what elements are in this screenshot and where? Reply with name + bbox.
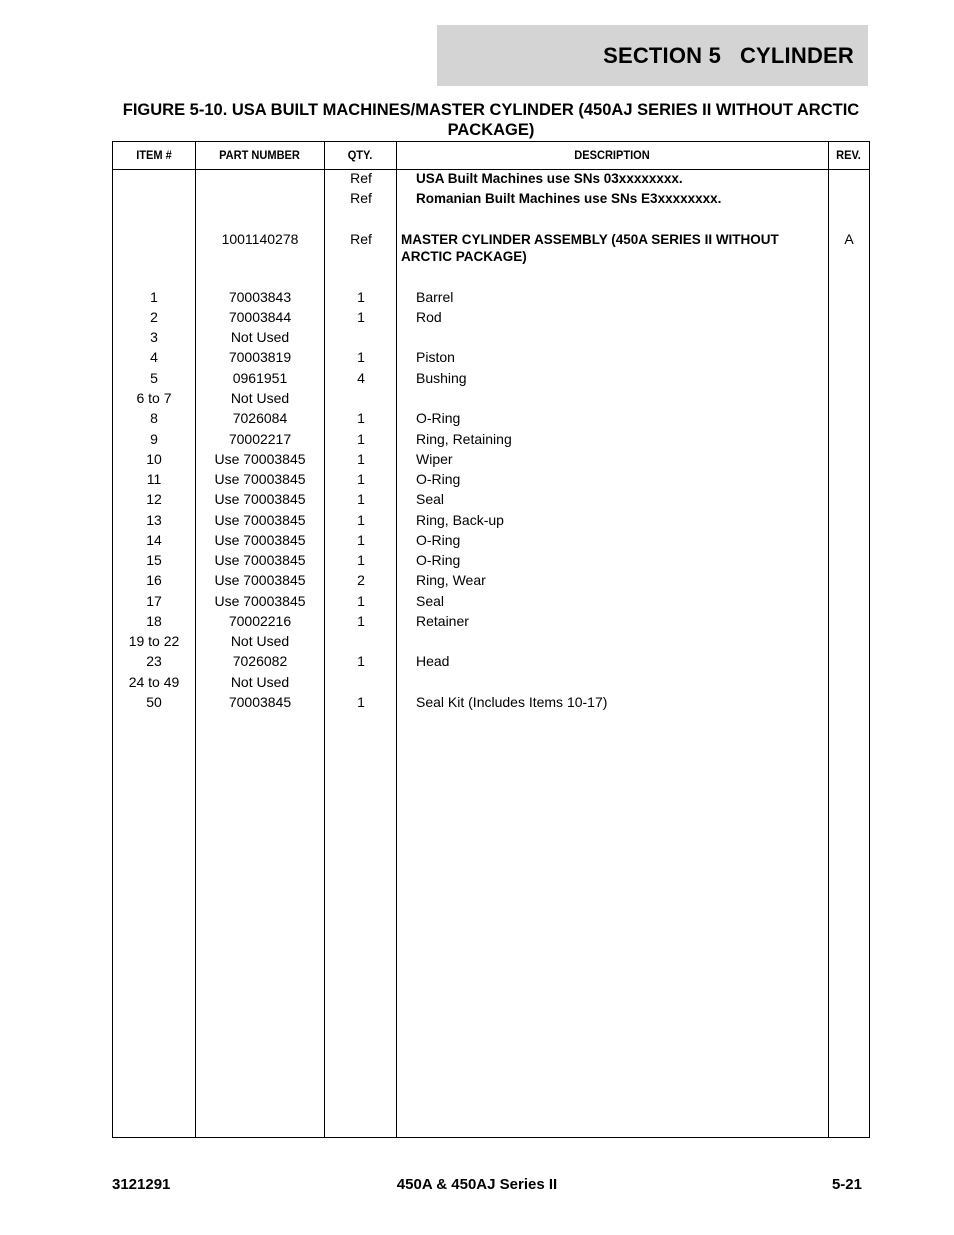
part-number-cell: Use 70003845: [214, 491, 306, 507]
part-number-cell: 1001140278: [221, 231, 299, 247]
description-cell: O-Ring: [416, 532, 461, 548]
qty-cell: 1: [357, 694, 365, 710]
parts-table: [112, 141, 870, 1138]
description-cell: Retainer: [416, 613, 469, 629]
part-number-cell: Not Used: [230, 674, 290, 690]
qty-cell: Ref: [350, 190, 372, 206]
description-cell: Ring, Retaining: [416, 431, 512, 447]
part-number-cell: Use 70003845: [214, 593, 306, 609]
description-cell: Seal: [416, 491, 445, 507]
item-cell: 10: [146, 451, 162, 467]
part-number-cell: Use 70003845: [214, 512, 306, 528]
part-number-cell: 70003843: [228, 289, 292, 305]
item-cell: 5: [150, 370, 158, 386]
part-number-cell: 70002217: [228, 431, 292, 447]
qty-cell: 1: [357, 410, 365, 426]
item-cell: 19 to 22: [128, 633, 180, 649]
item-cell: 15: [146, 552, 162, 568]
qty-cell: 1: [357, 309, 365, 325]
part-number-cell: 7026084: [232, 410, 288, 426]
qty-cell: 1: [357, 653, 365, 669]
description-cell: MASTER CYLINDER ASSEMBLY (450A SERIES II WITHOUT ARCTIC PACKAGE): [401, 232, 779, 264]
part-number-cell: 7026082: [232, 653, 288, 669]
rev-cell: A: [844, 231, 854, 247]
part-number-cell: 70003819: [228, 349, 292, 365]
description-cell: Barrel: [416, 289, 454, 305]
qty-cell: 1: [357, 512, 365, 528]
qty-cell: 1: [357, 451, 365, 467]
item-cell: 8: [150, 410, 158, 426]
item-cell: 6 to 7: [136, 390, 172, 406]
column-header-item: ITEM #: [136, 148, 172, 162]
part-number-cell: Use 70003845: [214, 552, 306, 568]
item-cell: 13: [146, 512, 162, 528]
description-cell: Bushing: [416, 370, 467, 386]
description-cell: Ring, Wear: [416, 572, 486, 588]
item-cell: 2: [150, 309, 158, 325]
description-cell: Wiper: [416, 451, 453, 467]
description-cell: O-Ring: [416, 471, 461, 487]
column-header-part-number: PART NUMBER: [219, 148, 300, 162]
item-cell: 24 to 49: [128, 674, 180, 690]
item-cell: 17: [146, 593, 162, 609]
qty-cell: 1: [357, 532, 365, 548]
footer-doc-number: 3121291: [112, 1176, 171, 1193]
description-cell: Piston: [416, 349, 455, 365]
part-number-cell: Use 70003845: [214, 572, 306, 588]
description-cell: O-Ring: [416, 552, 461, 568]
part-number-cell: Use 70003845: [214, 532, 306, 548]
description-cell: Romanian Built Machines use SNs E3xxxxxxxx.: [416, 191, 722, 206]
part-number-cell: 70003845: [228, 694, 292, 710]
qty-cell: 1: [357, 552, 365, 568]
item-cell: 50: [146, 694, 162, 710]
item-cell: 14: [146, 532, 162, 548]
item-cell: 12: [146, 491, 162, 507]
part-number-cell: 0961951: [232, 370, 288, 386]
part-number-cell: Use 70003845: [214, 451, 306, 467]
description-cell: USA Built Machines use SNs 03xxxxxxxx.: [416, 171, 683, 186]
figure-title: FIGURE 5-10. USA BUILT MACHINES/MASTER CYLINDER (450AJ SERIES II WITHOUT ARCTIC PACKAGE): [122, 101, 860, 139]
qty-cell: 1: [357, 349, 365, 365]
qty-cell: 1: [357, 491, 365, 507]
item-cell: 4: [150, 349, 158, 365]
item-cell: 1: [150, 289, 158, 305]
qty-cell: 2: [357, 572, 365, 588]
description-cell: O-Ring: [416, 410, 461, 426]
qty-cell: 4: [357, 370, 365, 386]
part-number-cell: 70002216: [228, 613, 292, 629]
description-cell: Head: [416, 653, 450, 669]
part-number-cell: Use 70003845: [214, 471, 306, 487]
qty-cell: Ref: [350, 231, 372, 247]
column-header-description: DESCRIPTION: [574, 148, 650, 162]
item-cell: 11: [146, 471, 162, 487]
description-cell: Rod: [416, 309, 442, 325]
description-cell: Seal Kit (Includes Items 10-17): [416, 694, 608, 710]
qty-cell: 1: [357, 431, 365, 447]
section-banner: [437, 25, 868, 86]
qty-cell: Ref: [350, 170, 372, 186]
qty-cell: 1: [357, 471, 365, 487]
qty-cell: 1: [357, 613, 365, 629]
part-number-cell: Not Used: [230, 329, 290, 345]
part-number-cell: Not Used: [230, 390, 290, 406]
item-cell: 18: [146, 613, 162, 629]
item-cell: 9: [150, 431, 158, 447]
item-cell: 3: [150, 329, 158, 345]
column-header-qty: QTY.: [347, 148, 373, 162]
item-cell: 23: [146, 653, 162, 669]
footer-model: 450A & 450AJ Series II: [396, 1176, 558, 1193]
footer-page-number: 5-21: [831, 1176, 862, 1193]
qty-cell: 1: [357, 289, 365, 305]
description-cell: Ring, Back-up: [416, 512, 504, 528]
column-header-rev: REV.: [836, 148, 861, 162]
section-title: SECTION 5 CYLINDER: [603, 42, 854, 68]
part-number-cell: Not Used: [230, 633, 290, 649]
description-cell: Seal: [416, 593, 445, 609]
part-number-cell: 70003844: [228, 309, 292, 325]
qty-cell: 1: [357, 593, 365, 609]
item-cell: 16: [146, 572, 162, 588]
